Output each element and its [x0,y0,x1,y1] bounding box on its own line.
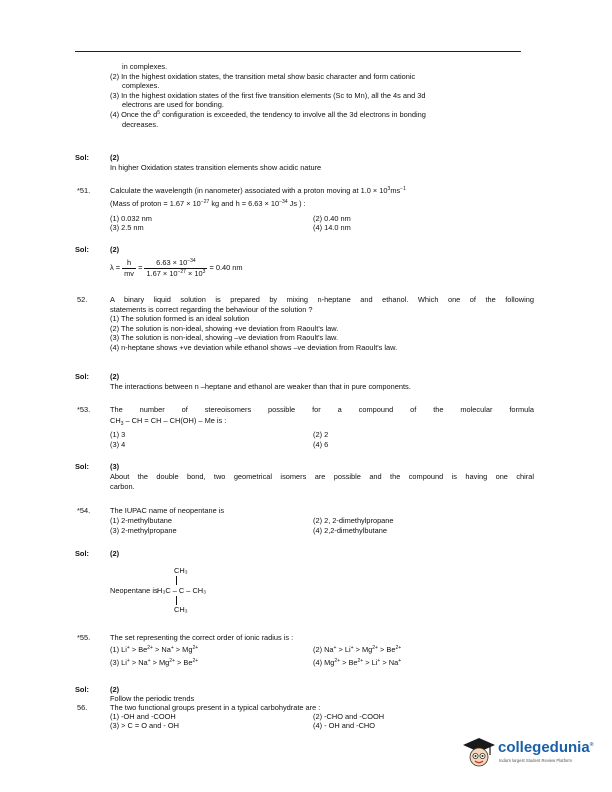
sol53-line2: carbon. [110,482,135,491]
q55-option-2: (2) $Na^+ > Li^+ > Mg^{2+} > Be^{2+}$ [313,645,402,654]
sol51-frac-h-mv: $\frac{h}{mv}$ [124,258,134,278]
sol53-line1: About the double bond, two geometrical isomers are possible and the compound is having one chiral [110,472,534,481]
q56-option-4: (4) - OH and -CHO [313,721,376,730]
q51-mass: (Mass of proton = $1.67 \times 10^{-27}$ kg and $h = 6.63 \times 10^{-34}$ Js ) : [110,199,306,208]
q53-option-3: (3) 4 [110,440,126,449]
sol-label: Sol: [75,462,89,471]
q53-option-2: (2) 2 [313,430,329,439]
q53-line1: The number of stereoisomers possible for a compound of the molecular formula [110,405,534,414]
sol50-text: In higher Oxidation states transition elements show acidic nature [110,163,322,172]
q54-option-4: (4) 2,2-dimethylbutane [313,526,387,535]
q51-option-4: (4) 14.0 nm [313,223,351,232]
q54-number: *54. [77,506,91,515]
q52-number: 52. [77,295,88,304]
q55-option-4: (4) $Mg^{2+} > Be^{2+} > Li^+ > Na^+$ [313,658,402,667]
q55-option-3: (3) $Li^+ > Na^+ > Mg^{2+} > Be^{2+}$ [110,658,199,667]
sol50-answer: (2) [110,153,120,162]
brand-trademark: ® [589,742,594,748]
sol55-text: Follow the periodic trends [110,694,195,703]
q54-text: The IUPAC name of neopentane is [110,506,225,515]
q56-option-3: (3) > C = O and - OH [110,721,180,730]
q51-number: *51. [77,186,91,195]
collegedunia-logo [462,732,612,792]
sol53-answer: (3) [110,462,120,471]
q52-option-2: (2) The solution is non-ideal, showing +ve deviation from Raoult's law. [110,323,339,333]
q56-option-2: (2) -CHO and -COOH [313,712,385,721]
sol-label: Sol: [75,153,89,162]
graduate-mascot-icon [462,736,496,770]
q53-formula: $CH_3$ – CH = CH – CH(OH) – Me is : [110,416,227,427]
q52-option-4: (4) n-heptane shows +ve deviation while ethanol shows –ve deviation from Raoult's law. [110,342,398,352]
q51-text: Calculate the wavelength (in nanometer) associated with a proton moving at $1.0 \times 10^3ms^{-1}$ [110,186,406,195]
structure-top-ch3: CH₃ [174,566,188,575]
bond-bottom [176,596,177,605]
q50-option-3a: (3) In the highest oxidation states of the first five transition elements (Sc to Mn), all the 4s and 3d [110,90,426,100]
q55-option-1: (1) $Li^+ > Be^{2+} > Na^+ > Mg^{2+}$ [110,645,199,654]
sol52-answer: (2) [110,372,120,381]
q56-option-1: (1) -OH and -COOH [110,712,176,721]
sol52-text: The interactions between n –heptane and ethanol are weaker than that in pure components. [110,382,411,391]
sol51-answer: (2) [110,245,120,254]
q52-line2: statements is correct regarding the behaviour of the solution ? [110,304,313,314]
q51-option-2: (2) 0.40 nm [313,214,351,223]
brand-name: collegedunia [498,739,590,756]
q52-option-3: (3) The solution is non-ideal, showing –ve deviation from Raoult's law. [110,333,339,343]
q50-option-2a: (2) In the highest oxidation states, the transition metal show basic character and form cationic [110,71,416,81]
q53-option-1: (1) 3 [110,430,126,439]
header-rule [75,51,521,52]
q50-option-4a: (4) Once the $d^5$ configuration is exceeded, the tendency to involve all the 3d electrons in bonding [110,109,426,119]
q54-option-3: (3) 2-methylpropane [110,526,177,535]
sol-label: Sol: [75,372,89,381]
sol54-answer: (2) [110,549,120,558]
q53-number: *53. [77,405,91,414]
q51-option-1: (1) 0.032 nm [110,214,152,223]
sol-label: Sol: [75,549,89,558]
q55-text: The set representing the correct order of ionic radius is : [110,633,294,642]
sol-label: Sol: [75,685,89,694]
brand-tagline: India's largest Student Review Platform [499,758,572,763]
sol-label: Sol: [75,245,89,254]
sol55-answer: (2) [110,685,120,694]
q52-line1: A binary liquid solution is prepared by mixing n-heptane and ethanol. Which one of the following [110,295,534,304]
q56-text: The two functional groups present in a typical carbohydrate are : [110,703,321,712]
q50-option-2b: complexes. [122,81,160,91]
bond-top [176,576,177,585]
q51-option-3: (3) 2.5 nm [110,223,144,232]
structure-main: H₃C – C – CH₃ [157,586,207,595]
structure-bottom-ch3: CH₃ [174,605,188,614]
neopentane-label: Neopentane is [110,586,158,595]
q52-option-1: (1) The solution formed is an ideal solution [110,314,250,324]
q50-option-4b: decreases. [122,119,159,129]
q56-number: 56. [77,703,88,712]
q53-option-4: (4) 6 [313,440,329,449]
q54-option-2: (2) 2, 2-dimethylpropane [313,516,394,525]
q50-option-3b: electrons are used for bonding. [122,100,224,110]
q54-option-1: (1) 2-methylbutane [110,516,173,525]
q50-line1: in complexes. [122,62,168,71]
sol51-equation: λ = $\frac{h}{mv}$ = $\frac{6.63 \times 10^{-34}}{1.67 \times 10^{-27} \times 10^3}$ = 0.40 nm [110,258,243,278]
sol51-frac-values: $\frac{6.63 \times 10^{-34}}{1.67 \times 10^{-27} \times 10^3}$ [146,258,206,278]
q55-number: *55. [77,633,91,642]
